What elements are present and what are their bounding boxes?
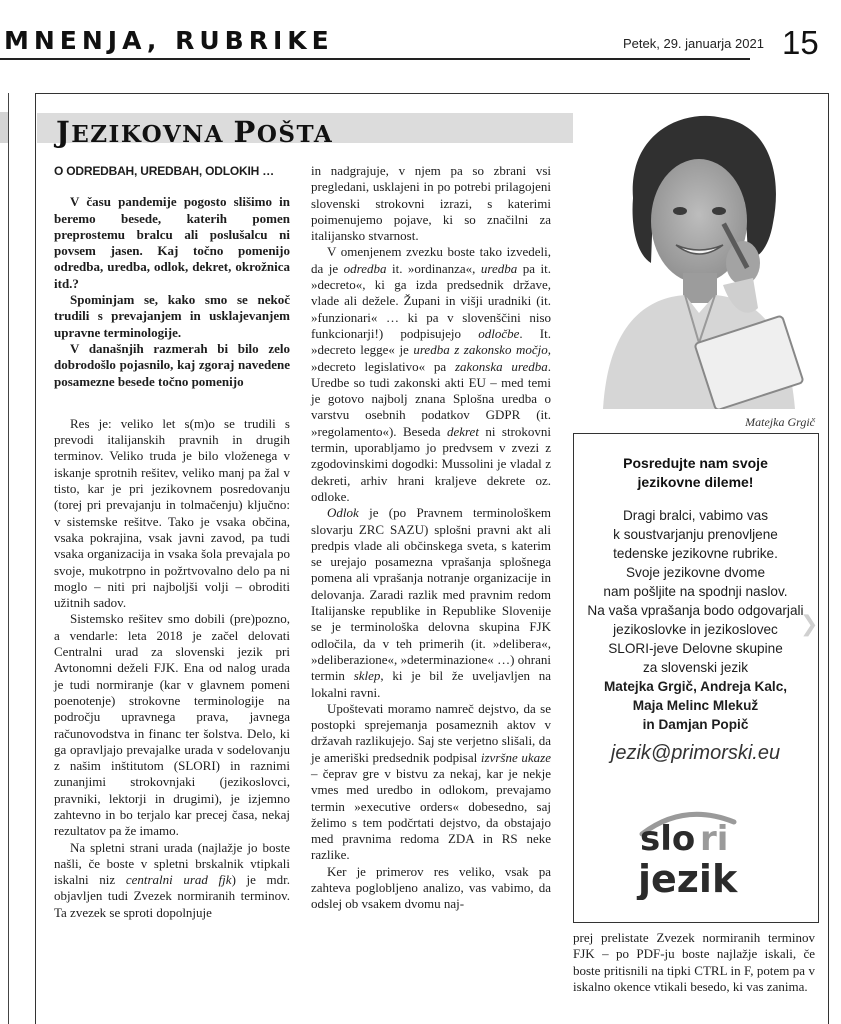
article-title <box>56 115 333 149</box>
sidebar-line: za slovenski jezik <box>642 660 748 675</box>
article-column-1 <box>54 163 290 921</box>
chevron-right-icon[interactable]: ❯ <box>800 612 819 637</box>
author-photo <box>573 113 819 409</box>
svg-text:ri: ri <box>700 819 729 859</box>
contact-email-link[interactable]: jezik@primorski.eu <box>610 742 781 764</box>
article-column-3 <box>573 930 815 995</box>
title-part-2: OŠTA <box>256 121 334 148</box>
body-paragraph: Odlok je (po Pravnem terminološkem slovarju ZRC SAZU) splošni pravni akt ali predpis vlade ali občinskega sveta, s katerim se urejajo posamezna vprašanja splošnega pomena ali vprašanja notranje organizacije in delovanja. Zaradi razlik med pravnim redom Italijanske republike in Republike Slovenije se je terminološka delovna skupina FJK odločila, da v teh primerih (it. »delibera«, »deliberazione«, »determinazione« …) ohrani termin sklep, ki je bil že uveljavljen na lokalni ravni. <box>311 505 551 700</box>
body-paragraph: Na spletni strani urada (najlažje jo boste našli, če boste v spletni brskalnik vtipkali iskalni niz centralni urad fjk) je mdr. objavljen tudi Zvezek normiranih terminov. Ta zvezek se sproti dopolnjuje <box>54 839 291 920</box>
author-names: Maja Melinc Mlekuž <box>632 698 759 713</box>
body-paragraph: Ker je primerov res veliko, vsak pa zahteva poglobljeno analizo, vas vabimo, da odslej ob vsakem dvomu naj- <box>311 863 551 912</box>
article-kicker: O ODREDBAH, UREDBAH, ODLOKIH … <box>54 164 275 178</box>
article-column-2 <box>311 163 551 913</box>
reader-question-1: V času pandemije pogosto slišimo in beremo besede, katerih pomen preprostemu bralcu ali poslušalcu ni povsem jasen. Kaj točno pomenijo odredba, uredba, odlok, dekret, okrožnica itd.? <box>54 194 290 291</box>
sidebar-line: Dragi bralci, vabimo vas <box>622 508 769 523</box>
body-paragraph: Res je: veliko let s(m)o se trudili s prevodi italijanskih pravnih in drugih terminov. Veliko truda je bilo vloženega v iskanje sprotnih rešitev, veliko manj pa žal v tisto, kar je pri jezikovnem posredovanju (torej pri prevajanju in tolmačenju) ključno: v sistemske rešitve. Tako je vsaka občina, vsaka pokrajina, vsak javni zavod, pa tudi vsaka organizacija in vsaka šola prevajala po svoje, mukotrpno in požrtvovalno delo pa ni moglo – niti pri najboljši volji – obroditi užitnih sadov. <box>54 415 290 611</box>
author-names: Matejka Grgič, Andreja Kalc, <box>603 679 788 694</box>
reader-question-2: Spominjam se, kako smo se nekoč trudili s prevajanjem in usklajevanjem upravne terminologije. <box>54 292 290 340</box>
reader-question-3: V današnjih razmerah bi bilo zelo dobrodošlo pojasnilo, kaj zgoraj navedene posamezne besede točno pomenijo <box>54 340 290 389</box>
body-paragraph: Sistemsko rešitev smo dobili (pre)pozno, a vendarle: leta 2018 je začel delovati Centralni urad za slovenski jezik pri Avtonomni deželi FJK. Ena od nalog urada je tudi normiranje (kar v glavnem pomeni poenotenje) strokovne terminologije na področju upravnega prava, javnega računovodstva in financ ter šolstva. Delo, ki ga opravljajo prevajalke urada v sodelovanju z našim inštitutom (SLORI) in raznimi zunanjimi strokovnjaki (jezikoslovci, pravniki, lektorji in drugimi), je izjemno zahtevno in bo terjalo kar precej časa, nekaj rezultatov pa že imamo. <box>54 611 290 839</box>
body-paragraph: in nadgrajuje, v njem pa so zbrani vsi pregledani, usklajeni in po potrebi prilagojeni slovenski strokovni izrazi, s katerimi poimenujemo pojave, ki so značilni za italijansko stvarnost. <box>311 163 551 244</box>
sidebar-body <box>574 506 817 734</box>
title-initial-1: J <box>56 115 72 149</box>
neighbour-column-divider <box>8 93 9 1024</box>
issue-date: Petek, 29. januarja 2021 <box>623 36 764 51</box>
author-names: in Damjan Popič <box>642 717 749 732</box>
sidebar-line: k soustvarjanju prenovljene <box>613 527 778 542</box>
sidebar-line: jezikoslovke in jezikoslovec <box>613 622 778 637</box>
sidebar-line: SLORI-jeve Delovne skupine <box>608 641 783 656</box>
section-name: MNENJA, RUBRIKE <box>4 26 334 55</box>
svg-text:slo: slo <box>640 819 696 859</box>
body-paragraph: prej prelistate Zvezek normiranih terminov FJK – po PDF-ju boste najlažje iskali, če boste pritisnili na tipki CTRL in F, potem pa v iskalno okence vtikali besedo, ki vas zanima. <box>573 930 815 994</box>
page-header <box>0 0 841 70</box>
sidebar-line: Svoje jezikovne dvome <box>625 565 766 580</box>
body-paragraph: Upoštevati moramo namreč dejstvo, da se postopki sprejemanja posameznih aktov v državah razlikujejo. Saj ste verjetno slišali, da je ameriški predsednik podpisal izvršne ukaze – čeprav gre v bistvu za nekaj, kar je nekje vmes med uredbo in odlokom, prevajamo termin »executive orders« dobesedno, saj želimo s tem podčrtati dejstvo, da obstajajo med pravnima redoma ZDA in RS neke razlike. <box>311 700 551 863</box>
neighbour-title-band <box>0 112 8 143</box>
sidebar-line: tedenske jezikovne rubrike. <box>613 546 778 561</box>
body-paragraph: V omenjenem zvezku boste tako izvedeli, da je odredba it. »ordinanza«, uredba pa it. »decreto«, ki ga izda predsednik države, vlade ali dežele. Župani in višji uradniki (it. »funzionari« … ki pa v slovenščini niso funkcionarji!) podpisujejo odločbe. It. »decreto legge« je uredba z zakonsko močjo, »decreto legislativo« pa zakonska uredba. Uredbe so tudi zakonski akti EU – med temi je gotovo najbolj znana Splošna uredba o varstvu osebnih podatkov GDPR (it. »regolamento«). Beseda dekret ni strokovni termin, uporabljamo jo predvsem v zvezi z zgodovinskimi dogodki: Mussolini je vladal z dekreti, arhiv hrani kraljeve dekrete oz. odloke. <box>311 244 551 504</box>
header-rule <box>0 58 750 60</box>
author-photo-illustration <box>573 113 819 409</box>
photo-caption: Matejka Grgič <box>745 415 815 429</box>
title-initial-2: P <box>233 115 257 149</box>
svg-text:jezik: jezik <box>638 857 738 900</box>
contact-sidebar <box>573 433 819 923</box>
sidebar-line: Na vaša vprašanja bodo odgovarjali <box>587 603 804 618</box>
sidebar-line: nam pošljite na spodnji naslov. <box>603 584 788 599</box>
title-part-1: EZIKOVNA <box>71 121 234 148</box>
slori-jezik-logo <box>634 804 764 900</box>
sidebar-heading: Posredujte nam svoje jezikovne dileme! <box>623 455 768 490</box>
page-number: 15 <box>782 24 819 61</box>
